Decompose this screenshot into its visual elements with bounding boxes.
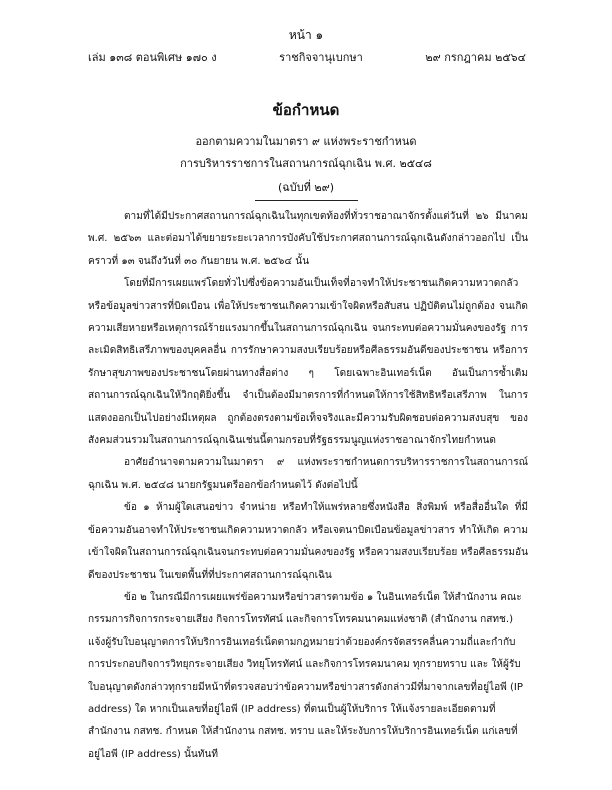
document-subtitle-act: การบริหารราชการในสถานการณ์ฉุกเฉิน พ.ศ. ๒๕๔๘ — [180, 157, 432, 170]
document-subtitle-edition: (ฉบับที่ ๒๙) — [277, 181, 335, 194]
gazette-header — [88, 48, 526, 66]
paragraph-clause-2: ข้อ ๒ ในกรณีมีการเผยแพร่ข้อความหรือข่าวสารตามข้อ ๑ ในอินเทอร์เน็ต ให้สำนักงาน คณะกรรมการกิจการกระจายเสียง กิจการโทรทัศน์ และกิจการโทรคมนาคมแห่งชาติ (สำนักงาน กสทช.) แจ้งผู้รับใบอนุญาตการให้บริการอินเทอร์เน็ตตามกฎหมายว่าด้วยองค์กรจัดสรรคลื่นความถี่และกำกับ การประกอบกิจการวิทยุกระจายเสียง วิทยุโทรทัศน์ และกิจการโทรคมนาคม ทุกรายทราบ และ ให้ผู้รับใบอนุญาตดังกล่าวทุกรายมีหน้าที่ตรวจสอบว่าข้อความหรือข่าวสารดังกล่าวมีที่มาจากเลขที่อยู่ไอพี (IP address) ใด หากเป็นเลขที่อยู่ไอพี (IP address) ที่ตนเป็นผู้ให้บริการ ให้แจ้งรายละเอียดตามที่ สำนักงาน กสทช. กำหนด ให้สำนักงาน กสทช. ทราบ และให้ระงับการให้บริการอินเทอร์เน็ต แก่เลขที่อยู่ไอพี (IP address) นั้นทันที — [88, 591, 523, 760]
volume-issue: เล่ม ๑๓๘ ตอนพิเศษ ๑๗๐ ง — [88, 51, 217, 64]
page-number: หน้า ๑ — [288, 28, 324, 42]
paragraph-clause-1: ข้อ ๑ ห้ามผู้ใดเสนอข่าว จำหน่าย หรือทำให้แพร่หลายซึ่งหนังสือ สิ่งพิมพ์ หรือสื่ออื่นใด ที่มีข้อความอันอาจทำให้ประชาชนเกิดความหวาดกลัว หรือเจตนาบิดเบือนข้อมูลข่าวสาร ทำให้เกิด ความเข้าใจผิดในสถานการณ์ฉุกเฉินจนกระทบต่อความมั่นคงของรัฐ หรือความสงบเรียบร้อย หรือศีลธรรมอันดีของประชาชน ในเขตพื้นที่ที่ประกาศสถานการณ์ฉุกเฉิน — [88, 502, 528, 581]
paragraph-preamble: ตามที่ได้มีประกาศสถานการณ์ฉุกเฉินในทุกเขตท้องที่ทั่วราชอาณาจักรตั้งแต่วันที่ ๒๖ มีนาคม พ.ศ. ๒๕๖๓ และต่อมาได้ขยายระยะเวลาการบังคับใช้ประกาศสถานการณ์ฉุกเฉินดังกล่าวออกไป เป็นคราวที่ ๑๓ จนถึงวันที่ ๓๐ กันยายน พ.ศ. ๒๕๖๔ นั้น — [88, 211, 528, 267]
publish-date: ๒๙ กรกฎาคม ๒๕๖๔ — [425, 51, 526, 64]
document-title: ข้อกำหนด — [272, 101, 340, 119]
paragraph-authority: อาศัยอำนาจตามความในมาตรา ๙ แห่งพระราชกำหนดการบริหารราชการในสถานการณ์ฉุกเฉิน พ.ศ. ๒๕๔๘ นายกรัฐมนตรีออกข้อกำหนดไว้ ดังต่อไปนี้ — [88, 457, 528, 491]
document-body — [88, 206, 528, 766]
paragraph-reason: โดยที่มีการเผยแพร่โดยทั่วไปซึ่งข้อความอันเป็นเท็จที่อาจทำให้ประชาชนเกิดความหวาดกลัว หรือข้อมูลข่าวสารที่บิดเบือน เพื่อให้ประชาชนเกิดความเข้าใจผิดหรือสับสน ปฏิบัติตนไม่ถูกต้อง จนเกิดความเสียหายหรือเหตุการณ์ร้ายแรงมากขึ้นในสถานการณ์ฉุกเฉิน จนกระทบต่อความมั่นคงของรัฐ การละเมิดสิทธิเสรีภาพของบุคคลอื่น การรักษาความสงบเรียบร้อยหรือศีลธรรมอันดีของประชาชน หรือการรักษาสุขภาพของประชาชนโดยผ่านทางสื่อต่าง ๆ โดยเฉพาะอินเทอร์เน็ต อันเป็นการซ้ำเติม สถานการณ์ฉุกเฉินให้วิกฤติยิ่งขึ้น จำเป็นต้องมีมาตรการที่กำหนดให้การใช้สิทธิหรือเสรีภาพ ในการแสดงออกเป็นไปอย่างมีเหตุผล ถูกต้องตรงตามข้อเท็จจริงและมีความรับผิดชอบต่อความสงบสุข ของสังคมส่วนรวมในสถานการณ์ฉุกเฉินเช่นนี้ตามกรอบที่รัฐธรรมนูญแห่งราชอาณาจักรไทยกำหนด — [88, 278, 528, 447]
gazette-name: ราชกิจจานุเบกษา — [279, 51, 363, 64]
document-subtitle-authority: ออกตามความในมาตรา ๙ แห่งพระราชกำหนด — [195, 135, 417, 148]
title-divider — [255, 200, 358, 201]
